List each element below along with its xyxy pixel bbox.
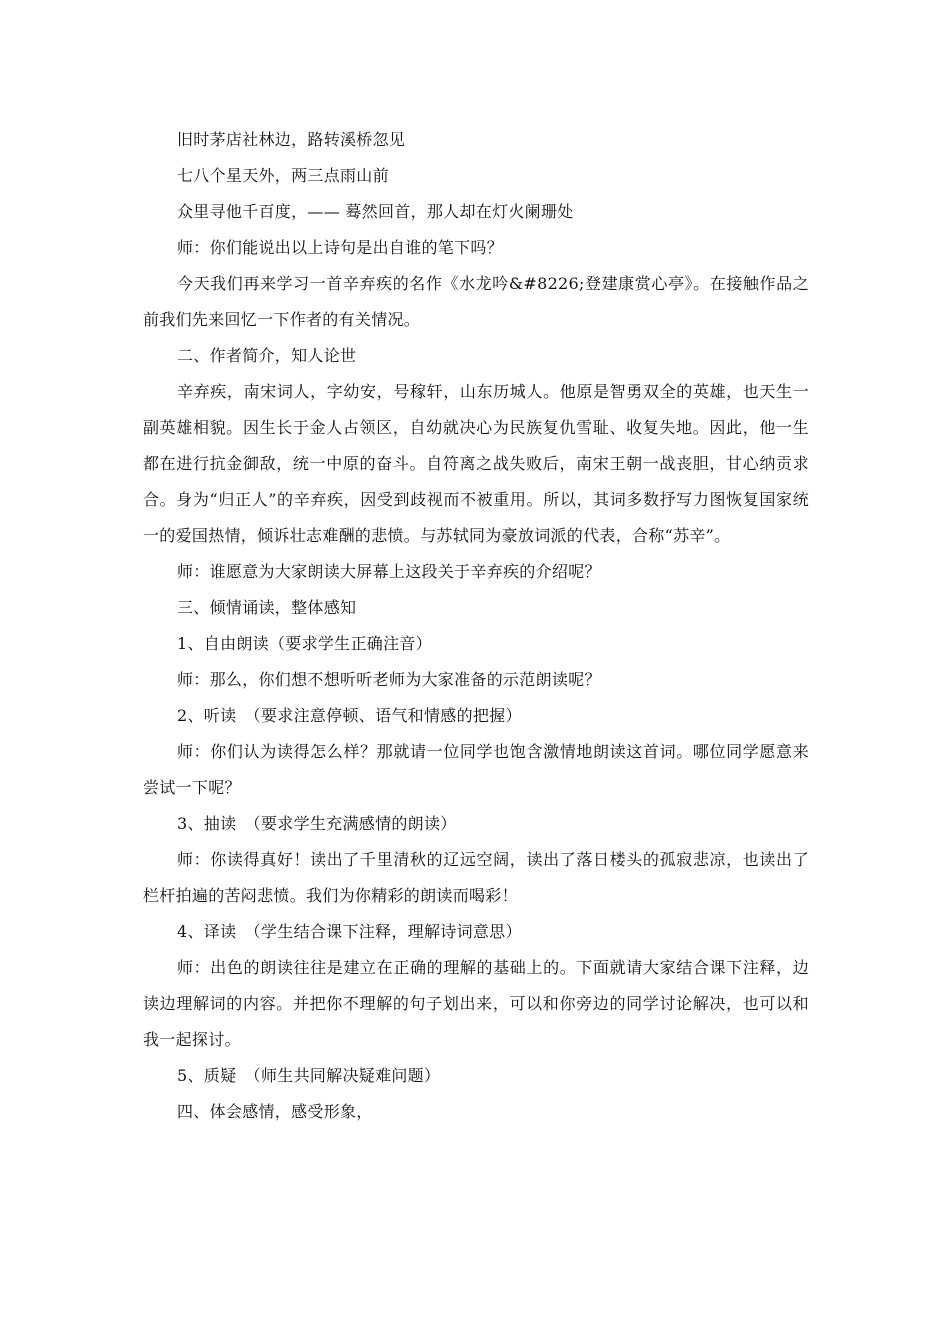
teacher-question-read-bio: 师：谁愿意为大家朗读大屏幕上这段关于辛弃疾的介绍呢？	[177, 562, 601, 581]
document-body	[143, 122, 809, 1130]
step-free-reading: 1、自由朗读（要求学生正确注音）	[177, 634, 432, 653]
step-listening: 2、听读 （要求注意停顿、语气和情感的把握）	[177, 706, 522, 725]
section-heading-author: 二、作者简介，知人论世	[177, 346, 357, 365]
section-heading-reading: 三、倾情诵读，整体感知	[177, 598, 357, 617]
teacher-question-author: 师：你们能说出以上诗句是出自谁的笔下吗？	[177, 238, 504, 257]
poem-line-2: 七八个星天外，两三点雨山前	[177, 166, 389, 185]
step-selected-reading: 3、抽读 （要求学生充满感情的朗读）	[177, 814, 457, 833]
section-heading-feeling: 四、体会感情，感受形象，	[177, 1102, 373, 1121]
poem-line-3: 众里寻他千百度，—— 蓦然回首，那人却在灯火阑珊处	[177, 202, 574, 221]
teacher-question-volunteer: 师：你们认为读得怎么样？那就请一位同学也饱含激情地朗读这首词。哪位同学愿意来尝试一下呢？	[143, 742, 809, 797]
teacher-praise: 师：你读得真好！读出了千里清秋的辽远空阔，读出了落日楼头的孤寂悲凉，也读出了栏杆拍遍的苦闷悲愤。我们为你精彩的朗读而喝彩！	[143, 850, 809, 905]
step-translation-reading: 4、译读 （学生结合课下注释，理解诗词意思）	[177, 922, 522, 941]
poem-line-1: 旧时茅店社林边，路转溪桥忽见	[177, 130, 406, 149]
author-bio-paragraph: 辛弃疾，南宋词人，字幼安，号稼轩，山东历城人。他原是智勇双全的英雄，也天生一副英雄相貌。因生长于金人占领区，自幼就决心为民族复仇雪耻、收复失地。因此，他一生都在进行抗金御敌，统一中原的奋斗。自符离之战失败后，南宋王朝一战丧胆，甘心纳贡求合。身为“归正人”的辛弃疾，因受到歧视而不被重用。所以，其词多数抒写力图恢复国家统一的爱国热情，倾诉壮志难酬的悲愤。与苏轼同为豪放词派的代表，合称“苏辛”。	[143, 382, 809, 545]
intro-paragraph: 今天我们再来学习一首辛弃疾的名作《水龙吟&#8226;登建康赏心亭》。在接触作品之前我们先来回忆一下作者的有关情况。	[143, 274, 809, 329]
teacher-instruction-annotate: 师：出色的朗读往往是建立在正确的理解的基础上的。下面就请大家结合课下注释，边读边理解词的内容。并把你不理解的句子划出来，可以和你旁边的同学讨论解决，也可以和我一起探讨。	[143, 958, 809, 1049]
step-questions: 5、质疑 （师生共同解决疑难问题）	[177, 1066, 441, 1085]
teacher-question-demo: 师：那么，你们想不想听听老师为大家准备的示范朗读呢？	[177, 670, 601, 689]
